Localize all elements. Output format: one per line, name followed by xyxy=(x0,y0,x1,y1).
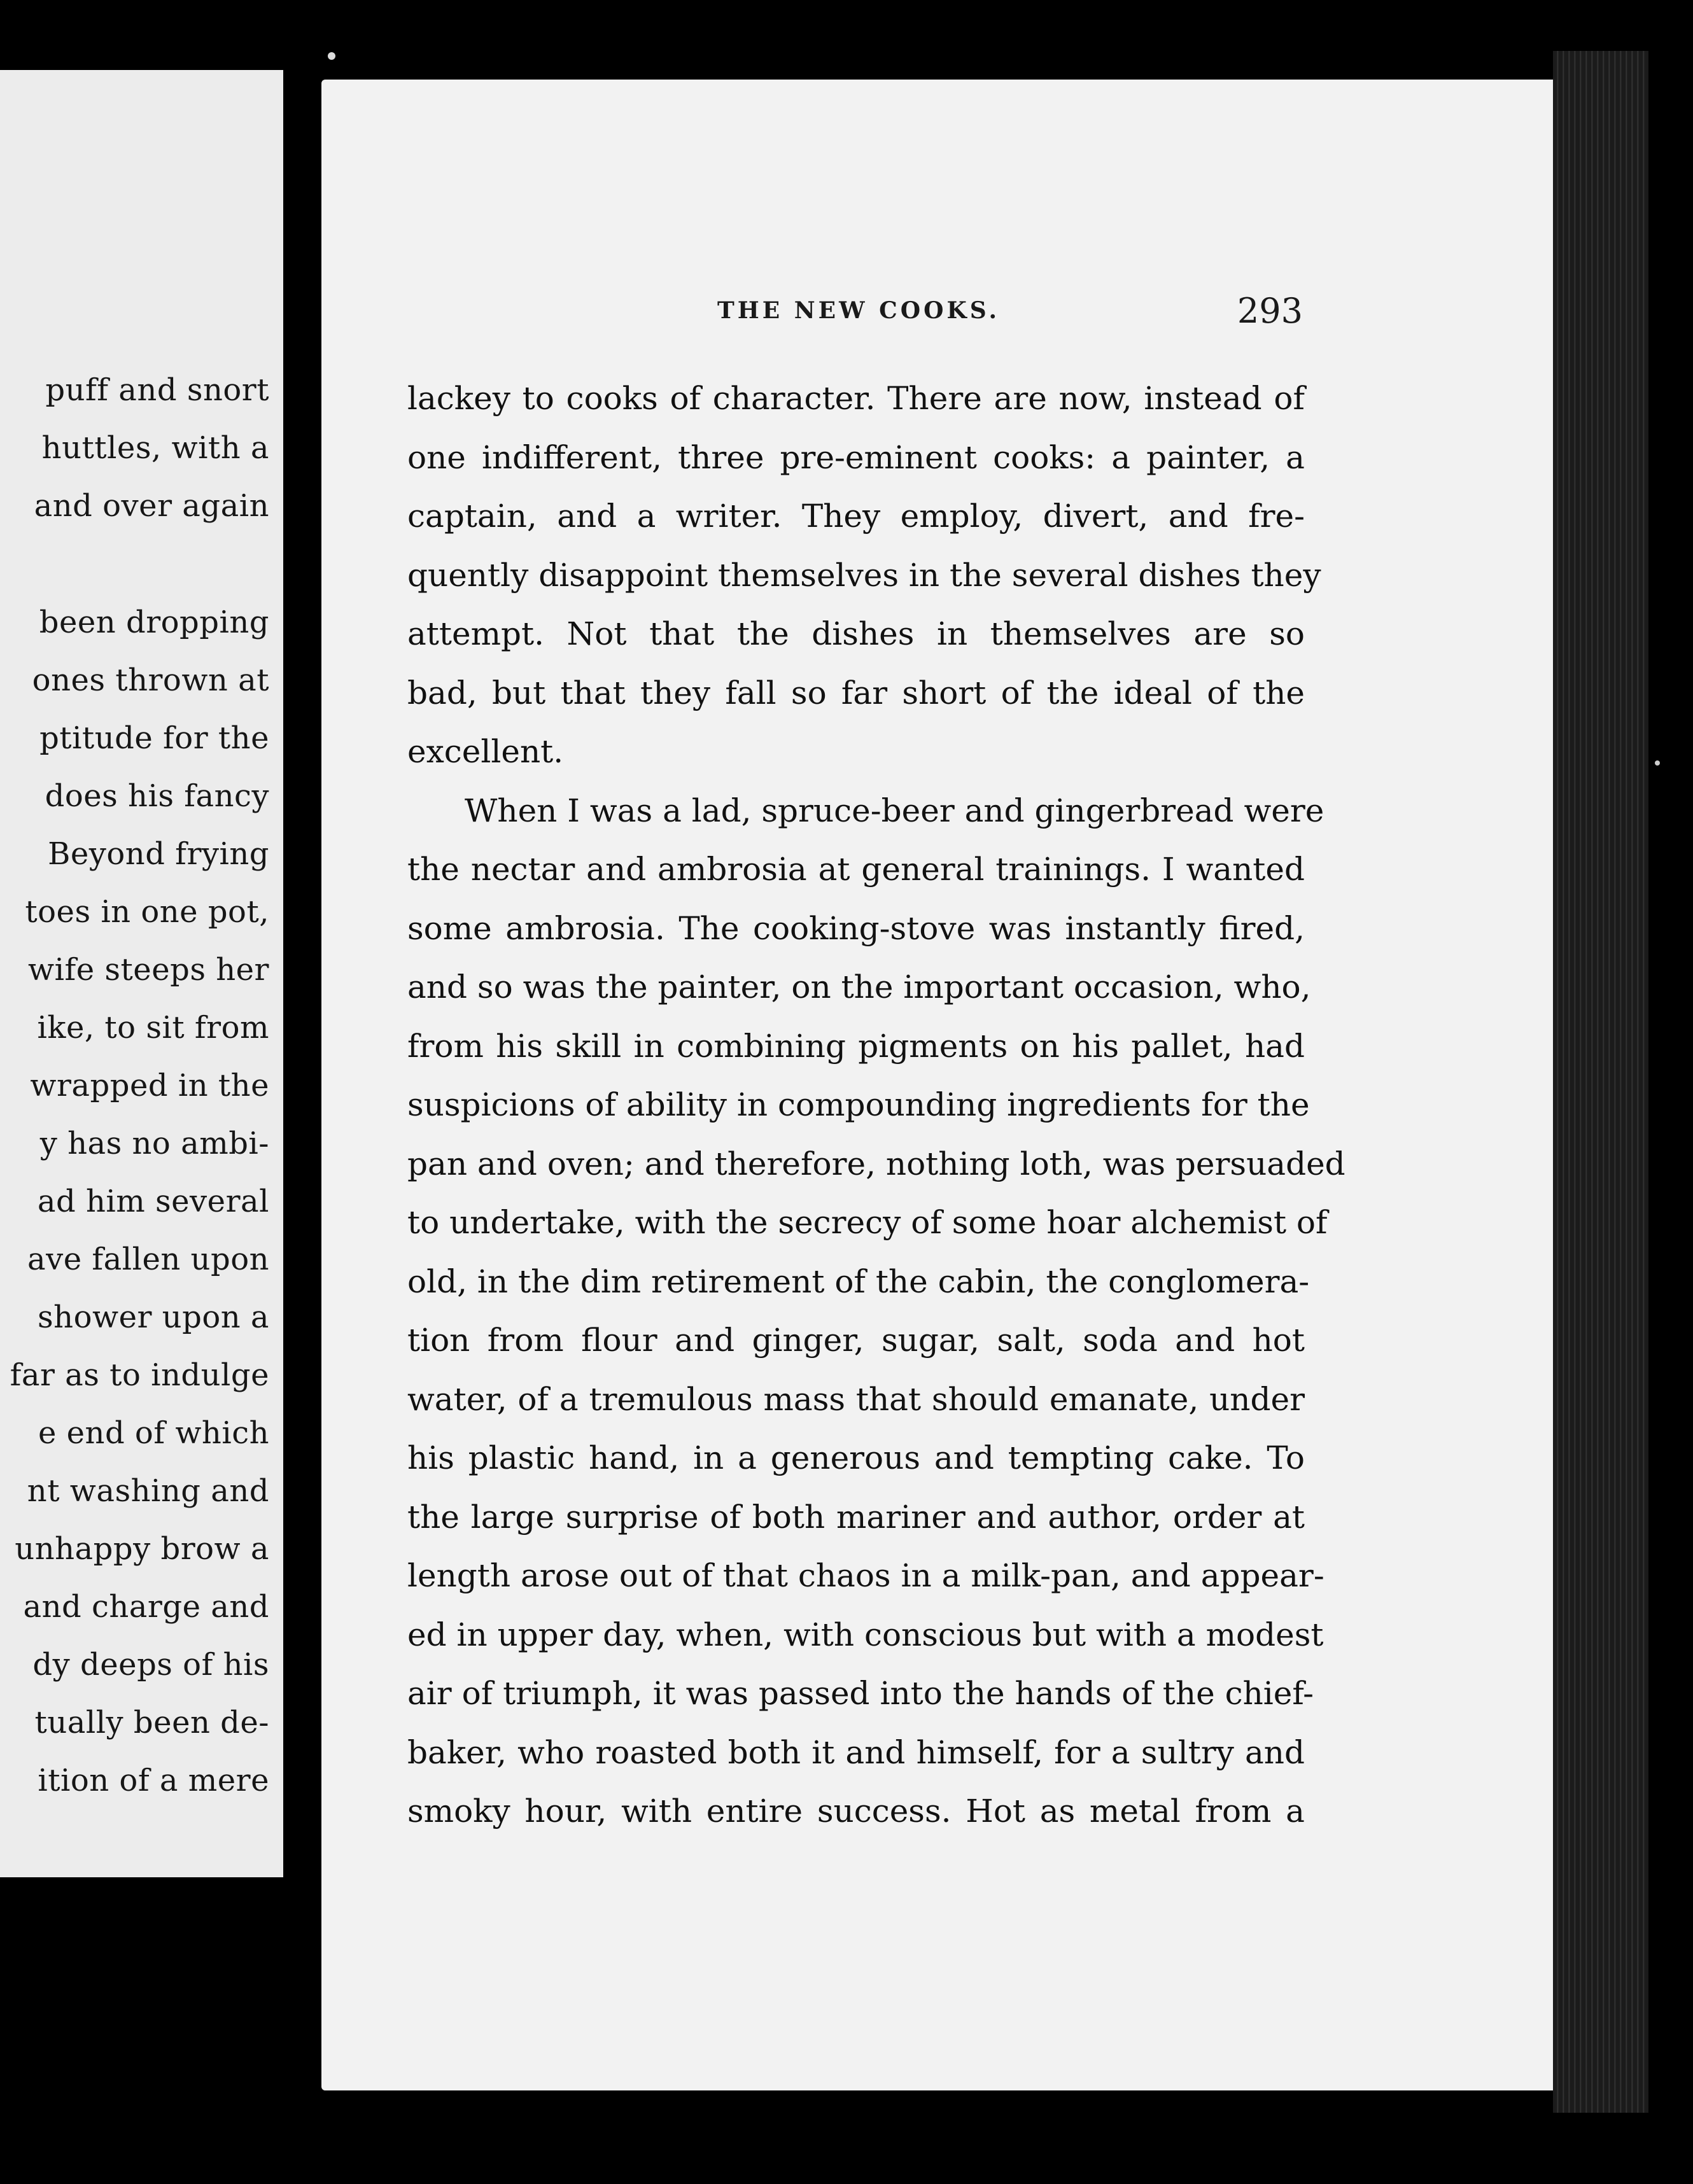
text-line: water, of a tremulous mass that should emanate, under xyxy=(407,1380,1305,1418)
text-line: some ambrosia. The cooking-stove was instantly fired, xyxy=(407,909,1305,947)
text-line: and so was the painter, on the important occasion, who, xyxy=(407,969,1311,1005)
text-line: When I was a lad, spruce-beer and gingerbread were xyxy=(465,792,1324,829)
text-line: length arose out of that chaos in a milk-pan, and appear- xyxy=(407,1557,1324,1594)
text-line: old, in the dim retirement of the cabin, the conglomera- xyxy=(407,1263,1310,1300)
left-page-line: shower upon a xyxy=(38,1299,269,1335)
text-line: from his skill in combining pigments on his pallet, had xyxy=(407,1027,1305,1065)
left-page-line: far as to indulge xyxy=(10,1357,269,1393)
text-line: quently disappoint themselves in the several dishes they xyxy=(407,556,1321,594)
left-page-line: ones thrown at xyxy=(32,662,269,698)
left-page-line: ave fallen upon xyxy=(27,1242,269,1277)
text-line: ed in upper day, when, with conscious but with a modest xyxy=(407,1616,1324,1653)
text-line: bad, but that they fall so far short of the ideal of the xyxy=(407,674,1305,711)
left-page-line: ad him several xyxy=(37,1184,269,1219)
left-page-line: does his fancy xyxy=(45,778,269,814)
left-page-line: and charge and xyxy=(23,1589,269,1625)
text-line: smoky hour, with entire success. Hot as metal from a xyxy=(407,1793,1305,1830)
text-line: suspicions of ability in compounding ingredients for the xyxy=(407,1086,1310,1123)
text-line: to undertake, with the secrecy of some hoar alchemist of xyxy=(407,1204,1328,1241)
left-page-line: dy deeps of his xyxy=(32,1647,269,1683)
text-line: captain, and a writer. They employ, divert, and fre- xyxy=(407,498,1305,535)
left-page-line: unhappy brow a xyxy=(15,1531,269,1567)
text-line: the nectar and ambrosia at general trainings. I wanted xyxy=(407,851,1305,888)
left-page-line: ike, to sit from xyxy=(37,1010,269,1046)
page-edges xyxy=(1553,51,1648,2113)
book-gutter xyxy=(283,70,321,1877)
text-line: his plastic hand, in a generous and tempting cake. To xyxy=(407,1439,1305,1476)
left-page-fragment xyxy=(0,70,283,1877)
text-line: lackey to cooks of character. There are now, instead of xyxy=(407,380,1305,417)
left-page-line: been dropping xyxy=(39,605,269,640)
left-page-line: e end of which xyxy=(38,1415,269,1451)
text-line: baker, who roasted both it and himself, for a sultry and xyxy=(407,1733,1305,1771)
scan-speck xyxy=(1655,760,1660,766)
left-page-line: toes in one pot, xyxy=(25,894,269,930)
left-page-line: huttles, with a xyxy=(41,430,269,466)
left-page-line: ition of a mere xyxy=(38,1763,269,1798)
left-page-line: y has no ambi- xyxy=(39,1126,269,1161)
left-page-line: tually been de- xyxy=(34,1705,269,1740)
body-text xyxy=(407,369,1345,1841)
left-page-line: nt washing and xyxy=(27,1473,269,1509)
text-line: pan and oven; and therefore, nothing loth, was persuaded xyxy=(407,1145,1345,1182)
text-line: one indifferent, three pre-eminent cooks: a painter, a xyxy=(407,438,1305,476)
text-line: attempt. Not that the dishes in themselves are so xyxy=(407,615,1305,652)
left-page-line: ptitude for the xyxy=(39,720,269,756)
running-title: THE NEW COOKS. xyxy=(717,297,1000,324)
running-head xyxy=(393,291,1303,335)
page-number: 293 xyxy=(1237,291,1303,331)
text-line: the large surprise of both mariner and author, order at xyxy=(407,1498,1305,1536)
left-page-line: puff and snort xyxy=(45,372,269,408)
text-line: air of triumph, it was passed into the hands of the chief- xyxy=(407,1675,1314,1712)
scan-speck xyxy=(328,52,335,60)
left-page-line: Beyond frying xyxy=(48,836,269,872)
left-page-line: and over again xyxy=(34,488,269,524)
left-page-line: wrapped in the xyxy=(30,1068,269,1103)
text-line: excellent. xyxy=(407,733,564,770)
left-page-line: wife steeps her xyxy=(28,952,269,988)
text-line: tion from flour and ginger, sugar, salt, soda and hot xyxy=(407,1322,1305,1359)
